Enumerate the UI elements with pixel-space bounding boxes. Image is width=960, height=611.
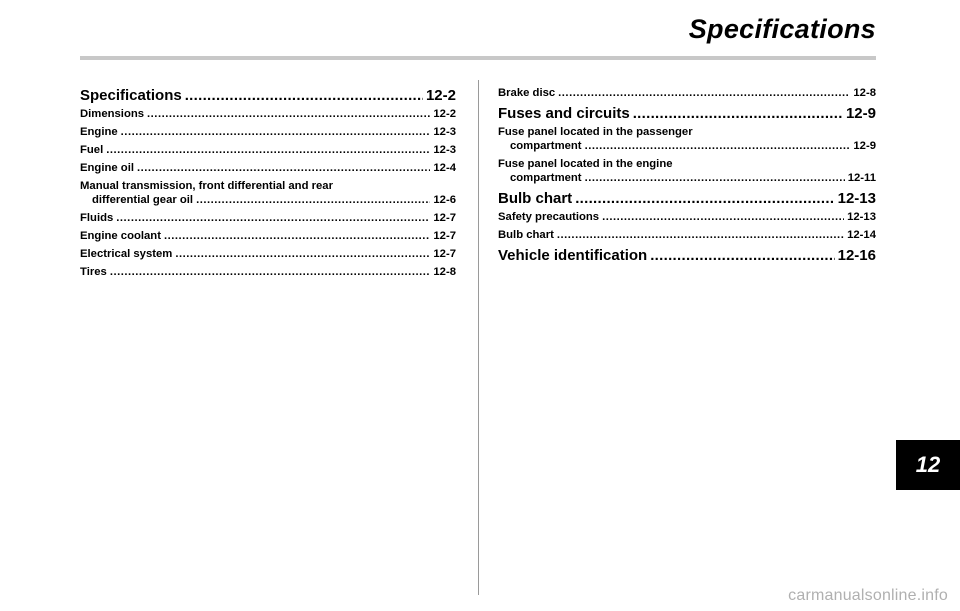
toc-page-number: 12-9 — [853, 140, 876, 152]
toc-entry[interactable] — [80, 265, 456, 279]
toc-page-number: 12-11 — [847, 172, 876, 184]
toc-page-number: 12-2 — [433, 108, 456, 120]
toc-leader-dots — [585, 171, 845, 185]
toc-entry-continuation — [80, 193, 456, 207]
toc-entry[interactable] — [80, 143, 456, 157]
toc-entry[interactable] — [80, 161, 456, 175]
toc-entry-label-line1: Manual transmission, front differential and rear — [80, 180, 333, 192]
toc-entry-label: differential gear oil — [92, 194, 194, 206]
toc-section-entry[interactable] — [498, 104, 876, 123]
toc-page-number: 12-13 — [837, 190, 876, 207]
toc-page-number: 12-14 — [847, 229, 876, 241]
column-divider — [478, 80, 479, 595]
toc-entry-label: Engine coolant — [80, 230, 161, 242]
toc-leader-dots — [585, 139, 851, 153]
toc-leader-dots — [575, 189, 834, 208]
toc-entry-continuation — [498, 171, 876, 185]
toc-entry[interactable] — [80, 107, 456, 121]
toc-entry-label: Bulb chart — [498, 190, 573, 207]
toc-leader-dots — [116, 211, 430, 225]
toc-section-entry[interactable] — [498, 189, 876, 208]
toc-page-number: 12-13 — [847, 211, 876, 223]
toc-page-number: 12-4 — [433, 162, 456, 174]
toc-leader-dots — [196, 193, 430, 207]
toc-entry[interactable] — [80, 125, 456, 139]
toc-entry-label: Fluids — [80, 212, 114, 224]
toc-entry[interactable] — [80, 247, 456, 261]
toc-section-entry[interactable] — [498, 246, 876, 265]
toc-leader-dots — [558, 86, 850, 100]
toc-leader-dots — [185, 86, 423, 105]
toc-entry-label: compartment — [510, 172, 582, 184]
toc-leader-dots — [164, 229, 430, 243]
toc-page-number: 12-2 — [425, 87, 456, 104]
toc-leader-dots — [106, 143, 430, 157]
toc-entry-label-line1: Fuse panel located in the engine — [498, 158, 673, 170]
toc-leader-dots — [557, 228, 844, 242]
title-rule — [80, 56, 876, 60]
chapter-tab-number: 12 — [915, 452, 941, 477]
toc-entry-label: Dimensions — [80, 108, 145, 120]
toc-page-number: 12-9 — [845, 105, 876, 122]
toc-entry[interactable] — [498, 86, 876, 100]
toc-entry[interactable] — [498, 210, 876, 224]
toc-page-number: 12-8 — [853, 87, 876, 99]
toc-entry[interactable] — [498, 157, 876, 185]
toc-page-number: 12-8 — [433, 266, 456, 278]
toc-entry-label: Tires — [80, 266, 107, 278]
toc-page-number: 12-7 — [433, 212, 456, 224]
toc-page-number: 12-7 — [433, 248, 456, 260]
toc-entry-label: Engine oil — [80, 162, 134, 174]
toc-entry-label: Engine — [80, 126, 118, 138]
toc-entry-label: Fuel — [80, 144, 104, 156]
toc-entry[interactable] — [80, 211, 456, 225]
toc-leader-dots — [175, 247, 430, 261]
toc-leader-dots — [602, 210, 844, 224]
toc-page-number: 12-3 — [433, 126, 456, 138]
toc-entry[interactable] — [80, 179, 456, 207]
toc-leader-dots — [147, 107, 430, 121]
toc-left-column — [80, 86, 456, 283]
toc-leader-dots — [110, 265, 431, 279]
toc-entry-label: Electrical system — [80, 248, 173, 260]
toc-entry-label: Specifications — [80, 87, 182, 104]
toc-entry-label: compartment — [510, 140, 582, 152]
toc-page-number: 12-6 — [433, 194, 456, 206]
toc-entry[interactable] — [498, 228, 876, 242]
toc-entry-label: Brake disc — [498, 87, 556, 99]
page-title: Specifications — [688, 14, 876, 44]
chapter-tab[interactable] — [896, 440, 960, 490]
toc-section-entry[interactable] — [80, 86, 456, 105]
toc-leader-dots — [650, 246, 834, 265]
toc-entry-label: Fuses and circuits — [498, 105, 630, 122]
toc-entry-label-line1: Fuse panel located in the passenger — [498, 126, 693, 138]
toc-entry-label: Bulb chart — [498, 229, 554, 241]
toc-leader-dots — [121, 125, 431, 139]
toc-entry-label: Safety precautions — [498, 211, 600, 223]
toc-right-column — [498, 86, 876, 267]
toc-page-number: 12-16 — [837, 247, 876, 264]
toc-entry[interactable] — [498, 125, 876, 153]
toc-entry-continuation — [498, 139, 876, 153]
toc-entry-label: Vehicle identification — [498, 247, 648, 264]
toc-leader-dots — [633, 104, 843, 123]
toc-leader-dots — [137, 161, 430, 175]
toc-entry[interactable] — [80, 229, 456, 243]
toc-page-number: 12-3 — [433, 144, 456, 156]
watermark: carmanualsonline.info — [788, 587, 948, 604]
toc-page-number: 12-7 — [433, 230, 456, 242]
